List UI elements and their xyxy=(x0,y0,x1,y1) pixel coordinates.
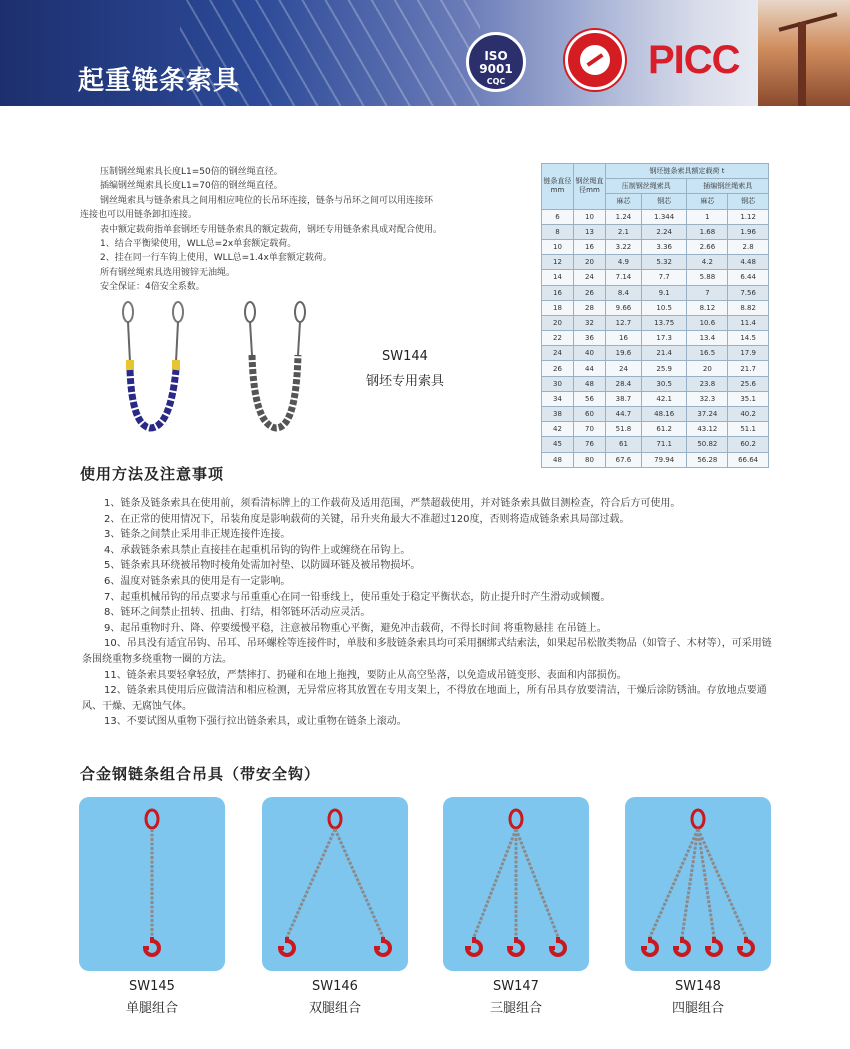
chain-leg xyxy=(335,829,383,937)
safety-hook-icon xyxy=(739,937,753,955)
table-cell: 1.344 xyxy=(641,209,687,224)
table-row xyxy=(542,255,769,270)
col-fiber-core: 麻芯 xyxy=(606,194,642,209)
intro-line: 压制钢丝绳索具长度L1=50倍的钢丝绳直径。 xyxy=(100,167,283,177)
table-cell: 14 xyxy=(542,270,574,285)
intro-line: 安全保证：4倍安全系数。 xyxy=(100,282,205,293)
table-cell: 20 xyxy=(574,255,606,270)
blue-chain-sling-icon xyxy=(123,302,183,428)
intro-line: 2、挂在同一行车钩上使用，WLL总=1.4x单套额定载荷。 xyxy=(100,253,332,264)
table-cell: 1 xyxy=(687,209,728,224)
table-cell: 61.2 xyxy=(641,422,687,437)
intro-line: 钢丝绳索具与链条索具之间用相应吨位的长吊环连接，链条与吊环之间可以用连接环 xyxy=(100,195,434,206)
sw144-code: SW144 xyxy=(382,349,428,364)
table-cell: 30.5 xyxy=(641,376,687,391)
table-cell: 2.24 xyxy=(641,224,687,239)
table-cell: 61 xyxy=(606,437,642,452)
table-cell: 40 xyxy=(574,346,606,361)
table-row xyxy=(542,285,769,300)
usage-item: 3、链条之间禁止采用非正规连接件连接。 xyxy=(104,529,291,541)
table-cell: 6 xyxy=(542,209,574,224)
table-cell: 80 xyxy=(574,452,606,467)
chain-leg xyxy=(287,829,335,937)
product-name: 三腿组合 xyxy=(489,1001,542,1016)
product-name: 单腿组合 xyxy=(125,1001,178,1016)
table-cell: 8.82 xyxy=(728,300,769,315)
table-row xyxy=(542,452,769,467)
table-cell: 10.5 xyxy=(641,300,687,315)
table-cell: 4.2 xyxy=(687,255,728,270)
picc-logo: PICC xyxy=(648,38,740,82)
table-cell: 13 xyxy=(574,224,606,239)
table-cell: 79.94 xyxy=(641,452,687,467)
table-cell: 71.1 xyxy=(641,437,687,452)
table-cell: 36 xyxy=(574,331,606,346)
master-link-icon xyxy=(692,810,704,828)
usage-item: 11、链条索具要轻拿轻放，严禁摔打、扔碰和在地上拖拽，要防止从高空坠落，以免造成吊链变形、表面和内部损伤。 xyxy=(104,669,627,681)
table-cell: 24 xyxy=(606,361,642,376)
table-cell: 1.24 xyxy=(606,209,642,224)
table-cell: 12.7 xyxy=(606,315,642,330)
table-cell: 37.24 xyxy=(687,407,728,422)
table-cell: 40.2 xyxy=(728,407,769,422)
table-cell: 38 xyxy=(542,407,574,422)
table-cell: 22 xyxy=(542,331,574,346)
table-cell: 2.66 xyxy=(687,239,728,254)
table-cell: 32.3 xyxy=(687,391,728,406)
safety-hook-icon xyxy=(376,937,390,955)
table-cell: 2.8 xyxy=(728,239,769,254)
usage-item: 1、链条及链条索具在使用前，须看清标牌上的工作载荷及适用范围，严禁超载使用，并对链条索具做目测检查，符合后方可使用。 xyxy=(104,498,681,509)
table-cell: 44.7 xyxy=(606,407,642,422)
table-row xyxy=(542,315,769,330)
table-cell: 1.96 xyxy=(728,224,769,239)
table-cell: 2.1 xyxy=(606,224,642,239)
table-cell: 7 xyxy=(687,285,728,300)
table-cell: 23.8 xyxy=(687,376,728,391)
table-cell: 16 xyxy=(574,239,606,254)
table-cell: 8.4 xyxy=(606,285,642,300)
table-cell: 12 xyxy=(542,255,574,270)
table-cell: 17.3 xyxy=(641,331,687,346)
usage-list xyxy=(82,496,774,730)
steel-chain-sling-icon xyxy=(245,302,305,428)
table-cell: 9.66 xyxy=(606,300,642,315)
table-cell: 4.48 xyxy=(728,255,769,270)
product-card-sw148 xyxy=(625,797,771,971)
table-cell: 18 xyxy=(542,300,574,315)
table-cell: 25.9 xyxy=(641,361,687,376)
table-cell: 48 xyxy=(542,452,574,467)
table-cell: 60 xyxy=(574,407,606,422)
table-cell: 16 xyxy=(542,285,574,300)
table-cell: 20 xyxy=(542,315,574,330)
table-cell: 35.1 xyxy=(728,391,769,406)
table-cell: 20 xyxy=(687,361,728,376)
usage-item: 4、承载链条索具禁止直接挂在起重机吊钩的钩件上或缠绕在吊钩上。 xyxy=(104,544,411,556)
safety-hook-icon xyxy=(707,937,721,955)
table-cell: 66.64 xyxy=(728,452,769,467)
table-cell: 44 xyxy=(574,361,606,376)
table-cell: 16.5 xyxy=(687,346,728,361)
table-cell: 19.6 xyxy=(606,346,642,361)
table-cell: 11.4 xyxy=(728,315,769,330)
table-cell: 7.56 xyxy=(728,285,769,300)
usage-item: 6、温度对链条索具的使用是有一定影响。 xyxy=(104,575,291,587)
safety-hook-icon xyxy=(467,937,481,955)
china-top-brand-logo-icon xyxy=(565,30,625,90)
table-cell: 76 xyxy=(574,437,606,452)
table-cell: 51.1 xyxy=(728,422,769,437)
iso9001-logo-icon: ISO 9001 CQC xyxy=(466,32,526,92)
product-card-sw145 xyxy=(79,797,225,971)
table-cell: 43.12 xyxy=(687,422,728,437)
table-row xyxy=(542,209,769,224)
table-row xyxy=(542,361,769,376)
intro-line: 插编钢丝绳索具长度L1=70倍的钢丝绳直径。 xyxy=(100,181,283,192)
table-cell: 42 xyxy=(542,422,574,437)
usage-item: 8、链环之间禁止扭转、扭曲、打结，相邻链环活动应灵活。 xyxy=(104,607,371,619)
intro-line: 表中额定载荷指单套钢坯专用链条索具的额定载荷，钢坯专用链条索具成对配合使用。 xyxy=(100,224,443,235)
table-cell: 45 xyxy=(542,437,574,452)
table-cell: 8 xyxy=(542,224,574,239)
table-cell: 7.14 xyxy=(606,270,642,285)
rated-load-table xyxy=(541,163,769,468)
page-title: 起重链条索具 xyxy=(78,66,241,96)
table-row xyxy=(542,331,769,346)
col-pressed: 压制钢丝绳索具 xyxy=(606,179,687,194)
master-link-icon xyxy=(329,810,341,828)
table-cell: 24 xyxy=(574,270,606,285)
table-cell: 10 xyxy=(574,209,606,224)
table-row xyxy=(542,224,769,239)
product-card-sw146 xyxy=(262,797,408,971)
product-name: 四腿组合 xyxy=(671,1001,724,1016)
usage-item: 7、起重机械吊钩的吊点要求与吊重重心在同一铅垂线上，使吊重处于稳定平衡状态，防止提升时产生滑动或倾覆。 xyxy=(104,591,611,603)
usage-item: 9、起吊重物时升、降、停要缓慢平稳，注意被吊物重心平衡，避免冲击载荷，不得长时间 将重物悬挂 在吊链上。 xyxy=(104,622,607,634)
table-cell: 13.4 xyxy=(687,331,728,346)
table-cell: 1.12 xyxy=(728,209,769,224)
table-cell: 6.44 xyxy=(728,270,769,285)
table-cell: 16 xyxy=(606,331,642,346)
table-cell: 14.5 xyxy=(728,331,769,346)
table-cell: 10 xyxy=(542,239,574,254)
table-cell: 30 xyxy=(542,376,574,391)
master-link-icon xyxy=(510,810,522,828)
table-cell: 60.2 xyxy=(728,437,769,452)
usage-item: 10、吊具没有适宜吊钩、吊耳、吊环螺栓等连接件时，单肢和多肢链条索具均可采用捆绑式结索法，如果起吊松散类物品（如管子、木材等），可采用链条围绕重物多绕重物一圈的方法。 xyxy=(82,638,772,665)
usage-section-title: 使用方法及注意事项 xyxy=(80,465,225,483)
chain-leg xyxy=(474,829,516,937)
table-cell: 48 xyxy=(574,376,606,391)
table-cell: 21.7 xyxy=(728,361,769,376)
safety-hook-icon xyxy=(643,937,657,955)
product-card-sw147 xyxy=(443,797,589,971)
table-row xyxy=(542,300,769,315)
table-cell: 4.9 xyxy=(606,255,642,270)
col-spliced: 插编钢丝绳索具 xyxy=(687,179,769,194)
product-code: SW146 xyxy=(312,979,358,994)
table-cell: 26 xyxy=(574,285,606,300)
col-rated-load: 钢坯链条索具额定载荷 t xyxy=(606,164,769,179)
table-row xyxy=(542,376,769,391)
usage-item: 12、链条索具使用后应做清洁和相应检测，无异常应将其放置在专用支架上，不得放在地面上，所有吊具存放要清洁，干燥后涂防锈油。存放地点要通风、干燥、无腐蚀气体。 xyxy=(82,685,767,712)
table-cell: 8.12 xyxy=(687,300,728,315)
table-cell: 17.9 xyxy=(728,346,769,361)
table-cell: 56.28 xyxy=(687,452,728,467)
product-code: SW147 xyxy=(493,979,539,994)
sw144-name: 钢坯专用索具 xyxy=(366,374,445,389)
table-row xyxy=(542,391,769,406)
product-code: SW145 xyxy=(129,979,175,994)
table-cell: 28 xyxy=(574,300,606,315)
safety-hook-icon xyxy=(675,937,689,955)
col-chain-diameter: 链条直径mm xyxy=(542,164,574,210)
table-cell: 67.6 xyxy=(606,452,642,467)
intro-line: 连接也可以用链条卸扣连接。 xyxy=(80,210,198,221)
table-cell: 10.6 xyxy=(687,315,728,330)
table-cell: 42.1 xyxy=(641,391,687,406)
table-cell: 38.7 xyxy=(606,391,642,406)
intro-line: 1、结合平衡梁使用，WLL总=2x单套额定载荷。 xyxy=(100,239,297,250)
table-cell: 50.82 xyxy=(687,437,728,452)
intro-line: 所有钢丝绳索具选用镀锌无油绳。 xyxy=(100,267,236,278)
table-row xyxy=(542,270,769,285)
table-cell: 9.1 xyxy=(641,285,687,300)
safety-hook-icon xyxy=(551,937,565,955)
table-cell: 34 xyxy=(542,391,574,406)
table-cell: 5.32 xyxy=(641,255,687,270)
table-cell: 3.22 xyxy=(606,239,642,254)
table-row xyxy=(542,437,769,452)
chain-leg xyxy=(516,829,558,937)
table-row xyxy=(542,239,769,254)
master-link-icon xyxy=(146,810,158,828)
safety-hook-icon xyxy=(280,937,294,955)
col-steel-core: 钢芯 xyxy=(728,194,769,209)
table-cell: 24 xyxy=(542,346,574,361)
table-cell: 28.4 xyxy=(606,376,642,391)
port-crane-photo xyxy=(758,0,850,106)
safety-hook-icon xyxy=(145,937,159,955)
product-code: SW148 xyxy=(675,979,721,994)
usage-item: 2、在正常的使用情况下，吊装角度是影响载荷的关键，吊升夹角最大不准超过120度，否则将造成链条索具局部过载。 xyxy=(104,513,630,525)
table-cell: 26 xyxy=(542,361,574,376)
table-cell: 70 xyxy=(574,422,606,437)
table-cell: 13.75 xyxy=(641,315,687,330)
product-name: 双腿组合 xyxy=(308,1001,361,1016)
table-row xyxy=(542,422,769,437)
table-cell: 25.6 xyxy=(728,376,769,391)
table-cell: 32 xyxy=(574,315,606,330)
table-cell: 7.7 xyxy=(641,270,687,285)
col-fiber-core: 麻芯 xyxy=(687,194,728,209)
alloy-section-title: 合金钢链条组合吊具（带安全钩） xyxy=(80,765,321,783)
table-cell: 56 xyxy=(574,391,606,406)
intro-text xyxy=(80,165,520,295)
col-rope-diameter: 钢丝绳直径mm xyxy=(574,164,606,210)
table-cell: 51.8 xyxy=(606,422,642,437)
col-steel-core: 钢芯 xyxy=(641,194,687,209)
table-cell: 21.4 xyxy=(641,346,687,361)
safety-hook-icon xyxy=(509,937,523,955)
table-row xyxy=(542,346,769,361)
table-cell: 1.68 xyxy=(687,224,728,239)
table-cell: 5.88 xyxy=(687,270,728,285)
usage-item: 13、不要试图从重物下强行拉出链条索具，或让重物在链条上滚动。 xyxy=(104,716,407,728)
table-cell: 3.36 xyxy=(641,239,687,254)
table-row xyxy=(542,407,769,422)
usage-item: 5、链条索具环绕被吊物时棱角处需加衬垫、以防圆环链及被吊物损坏。 xyxy=(104,560,421,572)
header-banner xyxy=(0,0,850,106)
sw144-product-image xyxy=(118,300,318,435)
table-cell: 48.16 xyxy=(641,407,687,422)
